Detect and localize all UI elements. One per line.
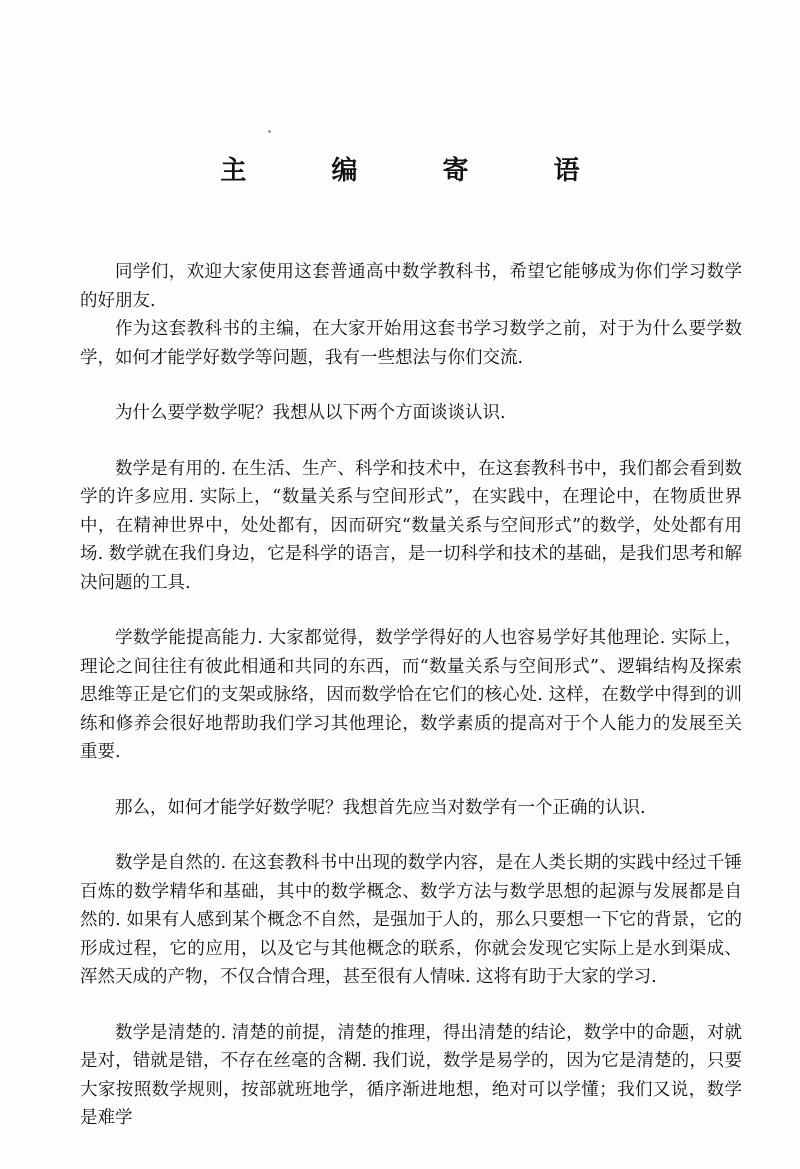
document-body	[80, 258, 742, 1133]
page-title: 主 编 寄 语	[220, 156, 618, 186]
paragraph-math-useful: 数学是有用的. 在生活、生产、科学和技术中，在这套教科书中，我们都会看到数学的许多应用. 实际上，“数量关系与空间形式”，在实践中，在理论中，在物质世界中，在精神世界中，处处都有，因而研究“数量关系与空间形式”的数学，处处都有用场. 数学就在我们身边，它是科学的语言，是一切科学和技术的基础，是我们思考和解决问题的工具.	[80, 458, 742, 593]
paragraph-how-question: 那么，如何才能学好数学呢？我想首先应当对数学有一个正确的认识.	[115, 797, 646, 818]
paragraph-why-question: 为什么要学数学呢？我想从以下两个方面谈谈认识.	[115, 403, 506, 423]
paragraph-math-ability: 学数学能提高能力. 大家都觉得，数学学得好的人也容易学好其他理论. 实际上，理论之间往往有彼此相通和共同的东西，而“数量关系与空间形式”、逻辑结构及探索思维等正是它们的支架或脉络，因而数学恰在它们的核心处. 这样，在数学中得到的训练和修养会很好地帮助我们学习其他理论，数学素质的提高对于个人能力的发展至关重要.	[80, 628, 742, 762]
scan-speck	[268, 130, 271, 133]
paragraph-greeting: 同学们，欢迎大家使用这套普通高中数学教科书，希望它能够成为你们学习数学的好朋友.	[80, 262, 742, 311]
paragraph-math-natural: 数学是自然的. 在这套教科书中出现的数学内容，是在人类长期的实践中经过千锤百炼的数学精华和基础，其中的数学概念、数学方法与数学思想的起源与发展都是自然的. 如果有人感到某个概念不自然，是强加于人的，那么只要想一下它的背景，它的形成过程，它的应用，以及它与其他概念的联系，你就会发现它实际上是水到渠成、浑然天成的产物，不仅合情合理，甚至很有人情味. 这将有助于大家的学习.	[80, 853, 742, 987]
paragraph-math-clear: 数学是清楚的. 清楚的前提，清楚的推理，得出清楚的结论，数学中的命题，对就是对，错就是错，不存在丝毫的含糊. 我们说，数学是易学的，因为它是清楚的，只要大家按照数学规则，按部就班地学，循序渐进地想，绝对可以学懂；我们又说，数学是难学	[80, 1022, 742, 1128]
paragraph-intro: 作为这套教科书的主编，在大家开始用这套书学习数学之前，对于为什么要学数学，如何才能学好数学等问题，我有一些想法与你们交流.	[80, 319, 742, 368]
